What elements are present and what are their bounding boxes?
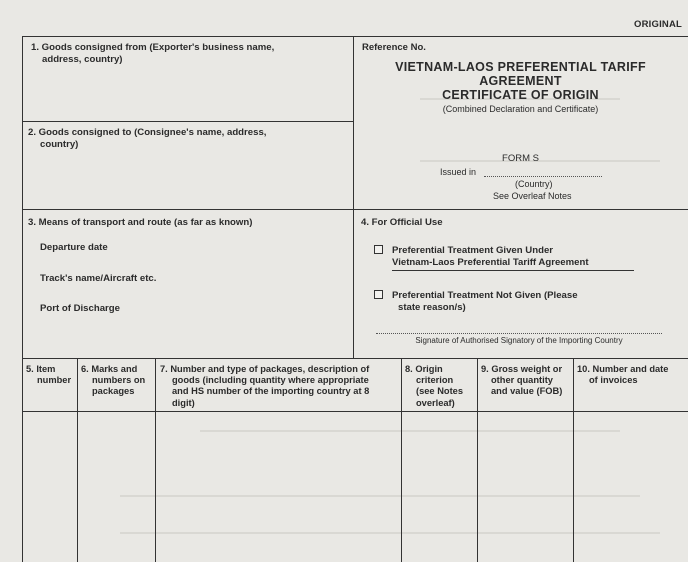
preferential-given-checkbox[interactable]: [374, 245, 383, 254]
column-header-marks: [81, 364, 145, 398]
issued-in-dotted-line: [484, 176, 602, 177]
preferential-given-label-line1: Preferential Treatment Given Under: [392, 245, 554, 256]
column-header-invoices: [577, 364, 668, 386]
column-header-origin-line1: 8. Origin: [405, 364, 443, 374]
departure-date-label: Departure date: [40, 242, 108, 253]
column-header-item-number-line1: 5. Item: [26, 364, 56, 374]
preferential-not-given-label-line1: Preferential Treatment Not Given (Please: [392, 290, 578, 301]
origin-criterion-cell[interactable]: [402, 412, 477, 562]
box4-label: 4. For Official Use: [361, 217, 443, 228]
box2-label-line1: 2. Goods consigned to (Consignee's name, address,: [28, 127, 267, 138]
column-header-origin-criterion: [405, 364, 463, 409]
certificate-title-line2: AGREEMENT: [479, 74, 562, 88]
box1-label-line2: address, country): [42, 54, 123, 65]
marks-cell[interactable]: [78, 412, 155, 562]
column-header-gross-weight: [481, 364, 562, 398]
issued-in-label: Issued in: [440, 167, 477, 177]
top-border: [22, 36, 688, 37]
preferential-not-given-label-line2: state reason/s): [398, 302, 466, 313]
item-number-cell[interactable]: [23, 412, 77, 562]
column-header-description-line2: goods (including quantity where appropriate: [172, 375, 369, 386]
column-header-description-line1: 7. Number and type of packages, description of: [160, 364, 370, 374]
certificate-title-line1: VIETNAM-LAOS PREFERENTIAL TARIFF: [395, 60, 646, 74]
box1-bottom: [22, 121, 353, 122]
preferential-given-label-line2: Vietnam-Laos Preferential Tariff Agreement: [392, 257, 589, 268]
option1-underline: [392, 270, 634, 271]
column-header-origin-line3: (see Notes: [416, 386, 464, 397]
preferential-not-given-checkbox[interactable]: [374, 290, 383, 299]
overleaf-notes-label: See Overleaf Notes: [493, 191, 572, 201]
column-header-gross-line3: and value (FOB): [491, 386, 563, 397]
signature-label: Signature of Authorised Signatory of the Importing Country: [415, 336, 623, 345]
column-header-gross-line1: 9. Gross weight or: [481, 364, 563, 374]
description-cell[interactable]: [156, 412, 401, 562]
column-header-invoices-line2: of invoices: [589, 375, 638, 386]
box1-label-line1: 1. Goods consigned from (Exporter's business name,: [31, 42, 275, 53]
country-label: (Country): [515, 179, 553, 189]
column-header-marks-line1: 6. Marks and: [81, 364, 138, 374]
row2-bottom: [22, 358, 688, 359]
certificate-subtitle: (Combined Declaration and Certificate): [442, 104, 599, 114]
column-header-item-number-line2: number: [37, 375, 72, 386]
original-label: ORIGINAL: [634, 19, 683, 30]
column-header-item-number: [26, 364, 71, 386]
track-name-label: Track's name/Aircraft etc.: [40, 273, 157, 284]
invoices-cell[interactable]: [574, 412, 688, 562]
signature-dotted-line: [376, 333, 662, 334]
form-label: FORM S: [502, 153, 539, 164]
column-header-gross-line2: other quantity: [491, 375, 553, 386]
column-header-origin-line4: overleaf): [416, 397, 455, 408]
column-header-origin-line2: criterion: [416, 375, 454, 386]
box2-label-line2: country): [40, 139, 79, 150]
column-header-invoices-line1: 10. Number and date: [577, 364, 669, 374]
port-of-discharge-label: Port of Discharge: [40, 303, 120, 314]
column-header-description-line3: and HS number of the importing country at 8: [172, 386, 370, 397]
gross-weight-cell[interactable]: [478, 412, 573, 562]
certificate-title-line3: CERTIFICATE OF ORIGIN: [442, 88, 599, 102]
reference-label: Reference No.: [362, 42, 426, 53]
column-header-description: [160, 364, 369, 409]
column-header-marks-line2: numbers on: [92, 375, 146, 386]
box3-label: 3. Means of transport and route (as far as known): [28, 217, 253, 228]
column-header-marks-line3: packages: [92, 386, 135, 397]
row1-bottom: [22, 209, 688, 210]
column-header-description-line4: digit): [172, 397, 195, 408]
